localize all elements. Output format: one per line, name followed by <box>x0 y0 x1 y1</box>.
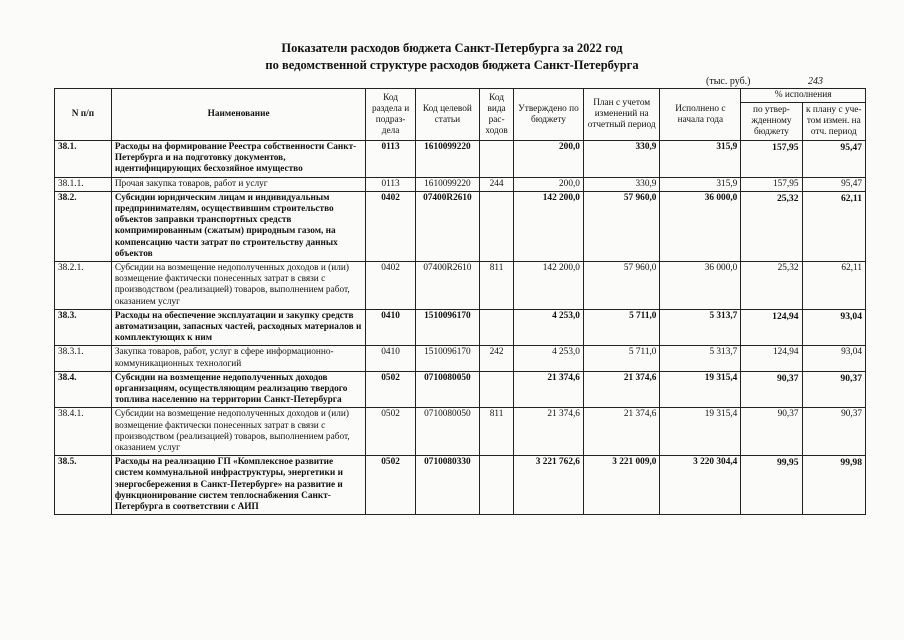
row-expense-type <box>480 371 514 408</box>
row-executed: 3 220 304,4 <box>660 456 741 515</box>
row-target-code: 1510096170 <box>415 309 479 346</box>
row-pct-approved: 90,37 <box>741 371 802 408</box>
row-number: 38.2. <box>55 191 112 261</box>
header-pct-plan: к плану с уче-том измен. на отч. период <box>802 103 865 141</box>
row-number: 38.3.1. <box>55 346 112 371</box>
row-approved: 142 200,0 <box>514 262 584 310</box>
row-name: Субсидии на возмещение недополученных доходов и (или) возмещение фактически понесенных затрат в связи с производством (реализацией) товаров, выполнением работ, оказанием услуг <box>111 408 366 456</box>
row-approved: 200,0 <box>514 177 584 191</box>
row-section-code: 0502 <box>366 456 415 515</box>
row-name: Субсидии на возмещение недополученных доходов и (или) возмещение фактически понесенных затрат в связи с производством (реализацией) товаров, выполнением работ, оказанием услуг <box>111 262 366 310</box>
row-name: Расходы на реализацию ГП «Комплексное развитие систем коммунальной инфраструктуры, энергетики и энергосбережения в Санкт-Петербурге» на развитие и функционирование систем теплоснабжения Санкт-Петербурга в соответствии с АИП <box>111 456 366 515</box>
row-number: 38.1.1. <box>55 177 112 191</box>
row-executed: 19 315,4 <box>660 408 741 456</box>
row-number: 38.1. <box>55 141 112 178</box>
row-expense-type <box>480 191 514 261</box>
row-pct-approved: 90,37 <box>741 408 802 456</box>
row-pct-approved: 25,32 <box>741 191 802 261</box>
title-line-2: по ведомственной структуре расходов бюджета Санкт-Петербурга <box>265 58 639 72</box>
table-row <box>55 371 866 408</box>
row-number: 38.4.1. <box>55 408 112 456</box>
row-pct-approved: 157,95 <box>741 177 802 191</box>
row-section-code: 0402 <box>366 262 415 310</box>
row-plan: 3 221 009,0 <box>583 456 660 515</box>
row-approved: 4 253,0 <box>514 309 584 346</box>
row-name: Прочая закупка товаров, работ и услуг <box>111 177 366 191</box>
row-section-code: 0502 <box>366 371 415 408</box>
row-section-code: 0113 <box>366 141 415 178</box>
header-exptype: Код вида рас-ходов <box>480 89 514 141</box>
row-pct-approved: 124,94 <box>741 346 802 371</box>
document-title <box>0 40 904 74</box>
table-row <box>55 408 866 456</box>
row-target-code: 1510096170 <box>415 346 479 371</box>
table-row <box>55 346 866 371</box>
header-pct-group: % исполнения <box>741 89 866 103</box>
row-pct-plan: 95,47 <box>802 141 865 178</box>
row-name: Субсидии на возмещение недополученных доходов организациям, осуществляющим реализацию твердого топлива населению на территории Санкт-Петербурга <box>111 371 366 408</box>
row-number: 38.2.1. <box>55 262 112 310</box>
row-plan: 21 374,6 <box>583 408 660 456</box>
row-target-code: 0710080330 <box>415 456 479 515</box>
header-approved: Утверждено по бюджету <box>514 89 584 141</box>
budget-table <box>54 88 866 515</box>
row-pct-plan: 93,04 <box>802 309 865 346</box>
row-section-code: 0410 <box>366 346 415 371</box>
row-executed: 315,9 <box>660 141 741 178</box>
row-target-code: 07400R2610 <box>415 262 479 310</box>
row-expense-type: 242 <box>480 346 514 371</box>
row-plan: 330,9 <box>583 177 660 191</box>
row-expense-type: 811 <box>480 262 514 310</box>
row-pct-approved: 25,32 <box>741 262 802 310</box>
row-section-code: 0502 <box>366 408 415 456</box>
row-target-code: 0710080050 <box>415 408 479 456</box>
row-number: 38.3. <box>55 309 112 346</box>
row-plan: 330,9 <box>583 141 660 178</box>
header-name: Наименование <box>111 89 366 141</box>
row-expense-type: 244 <box>480 177 514 191</box>
row-approved: 21 374,6 <box>514 371 584 408</box>
header-pct-approved: по утвер-жденному бюджету <box>741 103 802 141</box>
row-pct-plan: 93,04 <box>802 346 865 371</box>
row-name: Расходы на обеспечение эксплуатации и закупку средств автоматизации, запасных частей, расходных материалов и комплектующих к ним <box>111 309 366 346</box>
row-pct-approved: 157,95 <box>741 141 802 178</box>
row-target-code: 1610099220 <box>415 177 479 191</box>
row-plan: 57 960,0 <box>583 191 660 261</box>
row-name: Расходы на формирование Реестра собственности Санкт-Петербурга и на подготовку документов, идентифицирующих бесхозяйное имущество <box>111 141 366 178</box>
row-plan: 57 960,0 <box>583 262 660 310</box>
table-row <box>55 456 866 515</box>
row-approved: 200,0 <box>514 141 584 178</box>
row-plan: 5 711,0 <box>583 309 660 346</box>
table-row <box>55 191 866 261</box>
row-target-code: 1610099220 <box>415 141 479 178</box>
row-section-code: 0410 <box>366 309 415 346</box>
row-name: Субсидии юридическим лицам и индивидуальным предпринимателям, осуществившим строительство объектов заправки транспортных средств компримированным (сжатым) природным газом, на компенсацию части затрат по строительству данных объектов <box>111 191 366 261</box>
row-expense-type <box>480 141 514 178</box>
table-row <box>55 141 866 178</box>
row-approved: 142 200,0 <box>514 191 584 261</box>
row-pct-plan: 90,37 <box>802 371 865 408</box>
row-section-code: 0402 <box>366 191 415 261</box>
row-number: 38.5. <box>55 456 112 515</box>
row-executed: 315,9 <box>660 177 741 191</box>
header-plan: План с учетом изменений на отчетный период <box>583 89 660 141</box>
row-pct-approved: 124,94 <box>741 309 802 346</box>
row-executed: 5 313,7 <box>660 309 741 346</box>
row-target-code: 07400R2610 <box>415 191 479 261</box>
row-approved: 21 374,6 <box>514 408 584 456</box>
row-plan: 21 374,6 <box>583 371 660 408</box>
row-pct-approved: 99,95 <box>741 456 802 515</box>
table-row <box>55 309 866 346</box>
row-expense-type <box>480 309 514 346</box>
table-body <box>55 141 866 515</box>
title-line-1: Показатели расходов бюджета Санкт-Петербурга за 2022 год <box>281 41 623 55</box>
row-section-code: 0113 <box>366 177 415 191</box>
table-row <box>55 177 866 191</box>
row-pct-plan: 62,11 <box>802 191 865 261</box>
row-number: 38.4. <box>55 371 112 408</box>
row-approved: 4 253,0 <box>514 346 584 371</box>
row-pct-plan: 99,98 <box>802 456 865 515</box>
row-name: Закупка товаров, работ, услуг в сфере информационно-коммуникационных технологий <box>111 346 366 371</box>
row-plan: 5 711,0 <box>583 346 660 371</box>
row-pct-plan: 95,47 <box>802 177 865 191</box>
row-executed: 36 000,0 <box>660 191 741 261</box>
row-target-code: 0710080050 <box>415 371 479 408</box>
header-target: Код целевой статьи <box>415 89 479 141</box>
row-executed: 5 313,7 <box>660 346 741 371</box>
row-executed: 19 315,4 <box>660 371 741 408</box>
row-expense-type <box>480 456 514 515</box>
page-number: 243 <box>808 76 823 87</box>
row-pct-plan: 62,11 <box>802 262 865 310</box>
row-approved: 3 221 762,6 <box>514 456 584 515</box>
header-executed: Исполнено с начала года <box>660 89 741 141</box>
header-section: Код раздела и подраз-дела <box>366 89 415 141</box>
row-expense-type: 811 <box>480 408 514 456</box>
row-pct-plan: 90,37 <box>802 408 865 456</box>
header-num: N п/п <box>55 89 112 141</box>
row-executed: 36 000,0 <box>660 262 741 310</box>
table-row <box>55 262 866 310</box>
units-label: (тыс. руб.) <box>706 76 751 87</box>
